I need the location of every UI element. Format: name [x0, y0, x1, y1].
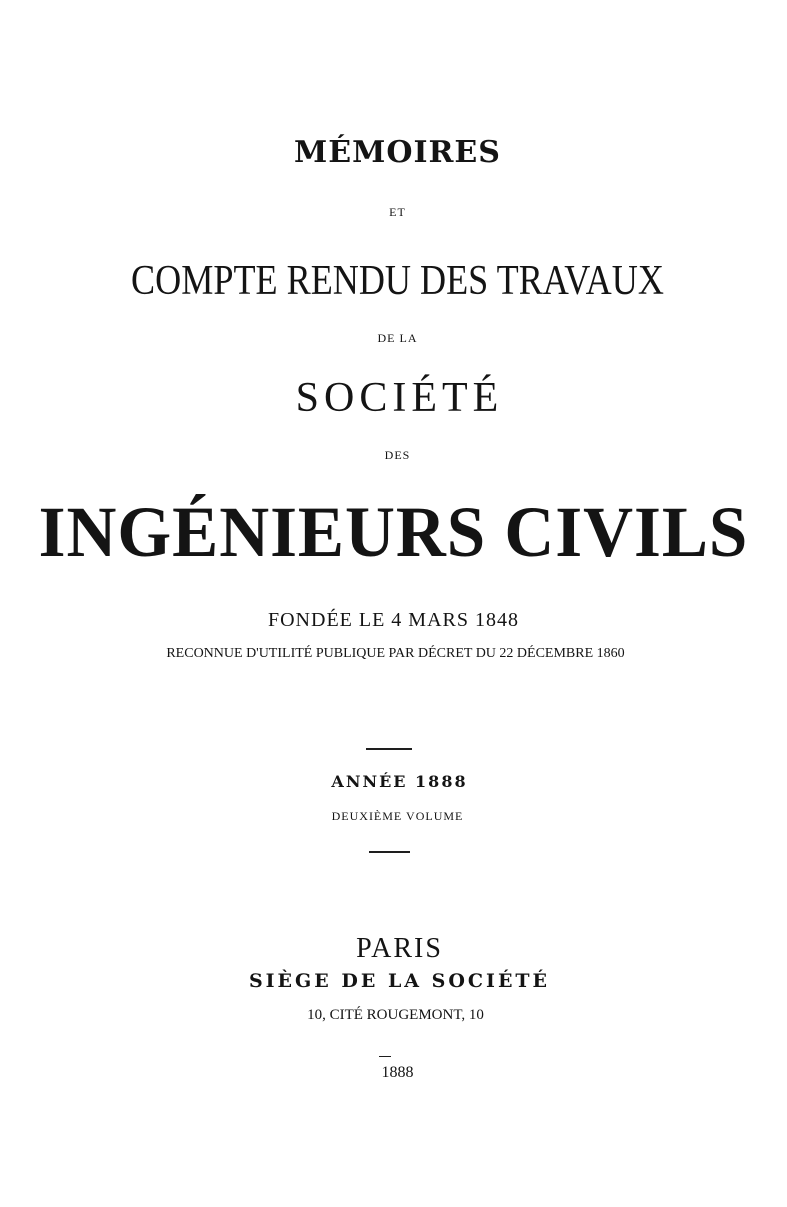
divider-bottom — [369, 851, 410, 853]
heading-ingenieurs-civils: INGÉNIEURS CIVILS — [38, 492, 749, 572]
heading-societe: SOCIÉTÉ — [295, 375, 504, 421]
address-line: 10, CITÉ ROUGEMONT, 10 — [307, 1007, 484, 1023]
city-name: PARIS — [356, 933, 443, 964]
divider-dash — [379, 1056, 391, 1057]
divider-top — [366, 748, 412, 750]
volume-label: DEUXIÈME VOLUME — [331, 809, 464, 823]
preposition-des: DES — [384, 448, 411, 462]
recognition-decree: RECONNUE D'UTILITÉ PUBLIQUE PAR DÉCRET DU 22 DÉCEMBRE 1860 — [166, 646, 625, 661]
conjunction-et: ET — [389, 205, 406, 219]
founding-date: FONDÉE LE 4 MARS 1848 — [267, 609, 519, 631]
publication-year: 1888 — [381, 1064, 414, 1081]
seat-label: SIÈGE DE LA SOCIÉTÉ — [248, 970, 551, 992]
heading-compte-rendu: COMPTE RENDU DES TRAVAUX — [131, 258, 664, 304]
year-heading: ANNÉE 1888 — [331, 772, 468, 791]
heading-memoires: MÉMOIRES — [294, 135, 501, 170]
preposition-de-la: DE LA — [377, 331, 418, 345]
